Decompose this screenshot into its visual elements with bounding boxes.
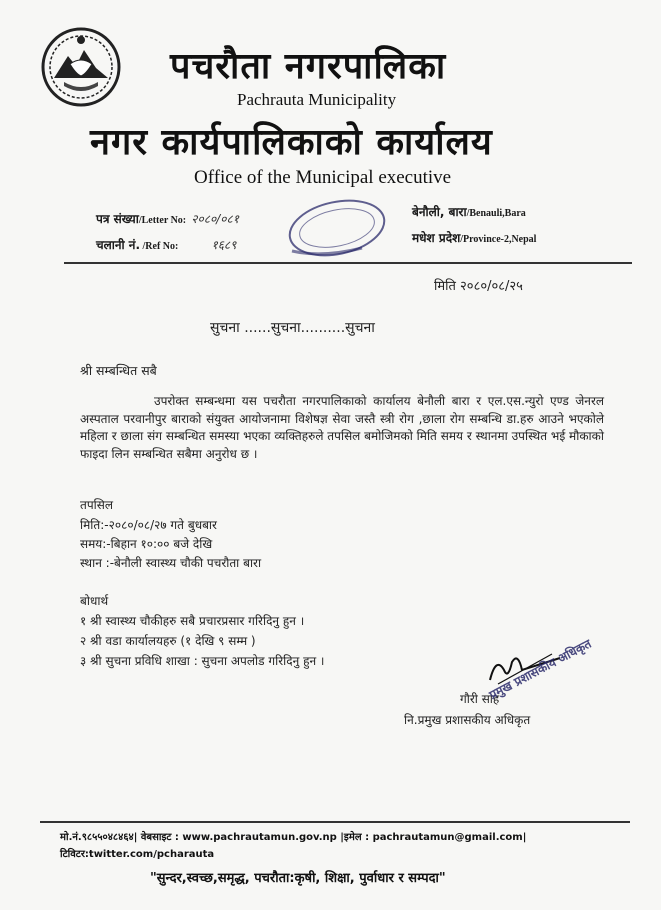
letter-body: उपरोक्त सम्बन्धमा यस पचरौता नगरपालिकाको कार्यालय बेनौली बारा र एल.एस.न्युरो एण्ड जेनरल अस्पताल परवानीपुर बाराको संयुक्त आयोजनामा विशेषज्ञ सेवा जस्तै स्त्री रोग ,छाला रोग सम्बन्धि डा.हरु आउने भएकोले महिला र छाला संग सम्बन्धित समस्या भएका व्यक्तिहरुले तपसिल बमोजिमको मिति समय र स्थानमा उपस्थित भई मौकाको फाइदा लिन सम्बन्धित सबैमा अनुरोध छ । xyxy=(80,394,604,461)
ref-number-row xyxy=(96,234,236,253)
municipality-title-np: पचरौता नगरपालिका xyxy=(170,46,447,87)
footer-slogan: "सुन्दर,स्वच्छ,समृद्ध, पचरौता:कृषी, शिक्षा, पुर्वाधार र सम्पदा" xyxy=(150,871,446,886)
header-divider xyxy=(64,262,632,264)
signatory-title: नि.प्रमुख प्रशासकीय अधिकृत xyxy=(404,713,531,727)
footer-divider xyxy=(40,821,630,823)
nepal-emblem-icon xyxy=(40,26,122,108)
municipality-title-en: Pachrauta Municipality xyxy=(237,90,397,109)
office-title-np: नगर कार्यपालिकाको कार्यालय xyxy=(90,122,493,163)
letter-addressee: श्री सम्बन्धित सबै xyxy=(80,363,157,378)
letter-number-label: पत्र संख्या/Letter No: xyxy=(96,212,187,226)
cc-heading: बोधार्थ xyxy=(80,594,109,608)
ref-number-label: चलानी नं. /Ref No: xyxy=(96,238,179,252)
cc-item-2: २ श्री वडा कार्यालयहरु (१ देखि ९ सम्म ) xyxy=(80,634,256,648)
letter-number-value: २०८०/०८१ xyxy=(191,212,239,226)
signatory-name: गौरी साह xyxy=(460,692,500,706)
footer-twitter: टिविटर:twitter.com/pcharauta xyxy=(60,849,215,860)
letter-date: मिति २०८०/०८/२५ xyxy=(434,279,523,294)
address-line-1: बेनौली, बारा/Benauli,Bara xyxy=(412,205,526,219)
letter-number-row xyxy=(96,208,239,227)
letter-subject: सुचना ......सुचना..........सुचना xyxy=(210,320,375,336)
footer-contact: मो.नं.९८५५०४८४६४| वेबसाइट : www.pachrautamun.gov.np |इमेल : pachrautamun@gmail.com| xyxy=(60,832,527,843)
ref-number-value: १६८९ xyxy=(211,238,237,252)
cc-item-1: १ श्री स्वास्थ्य चौकीहरु सबै प्रचारप्रसार गरिदिनु हुन । xyxy=(80,614,305,628)
detail-date: मिति:-२०८०/०८/२७ गते बुधबार xyxy=(80,518,217,532)
detail-time: समय:-बिहान १०:०० बजे देखि xyxy=(80,537,213,551)
office-title-en: Office of the Municipal executive xyxy=(194,167,452,188)
detail-place: स्थान :-बेनौली स्वास्थ्य चौकी पचरौता बारा xyxy=(80,556,262,570)
address-line-2: मधेश प्रदेश/Province-2,Nepal xyxy=(412,231,537,245)
tapasil-heading: तपसिल xyxy=(80,498,114,512)
cc-item-3: ३ श्री सुचना प्रविधि शाखा : सुचना अपलोड गरिदिनु हुन । xyxy=(80,654,325,668)
dispatch-stamp-icon xyxy=(282,196,402,266)
official-seal: प्रमुख प्रशासकीय अधिकृत xyxy=(486,636,594,703)
